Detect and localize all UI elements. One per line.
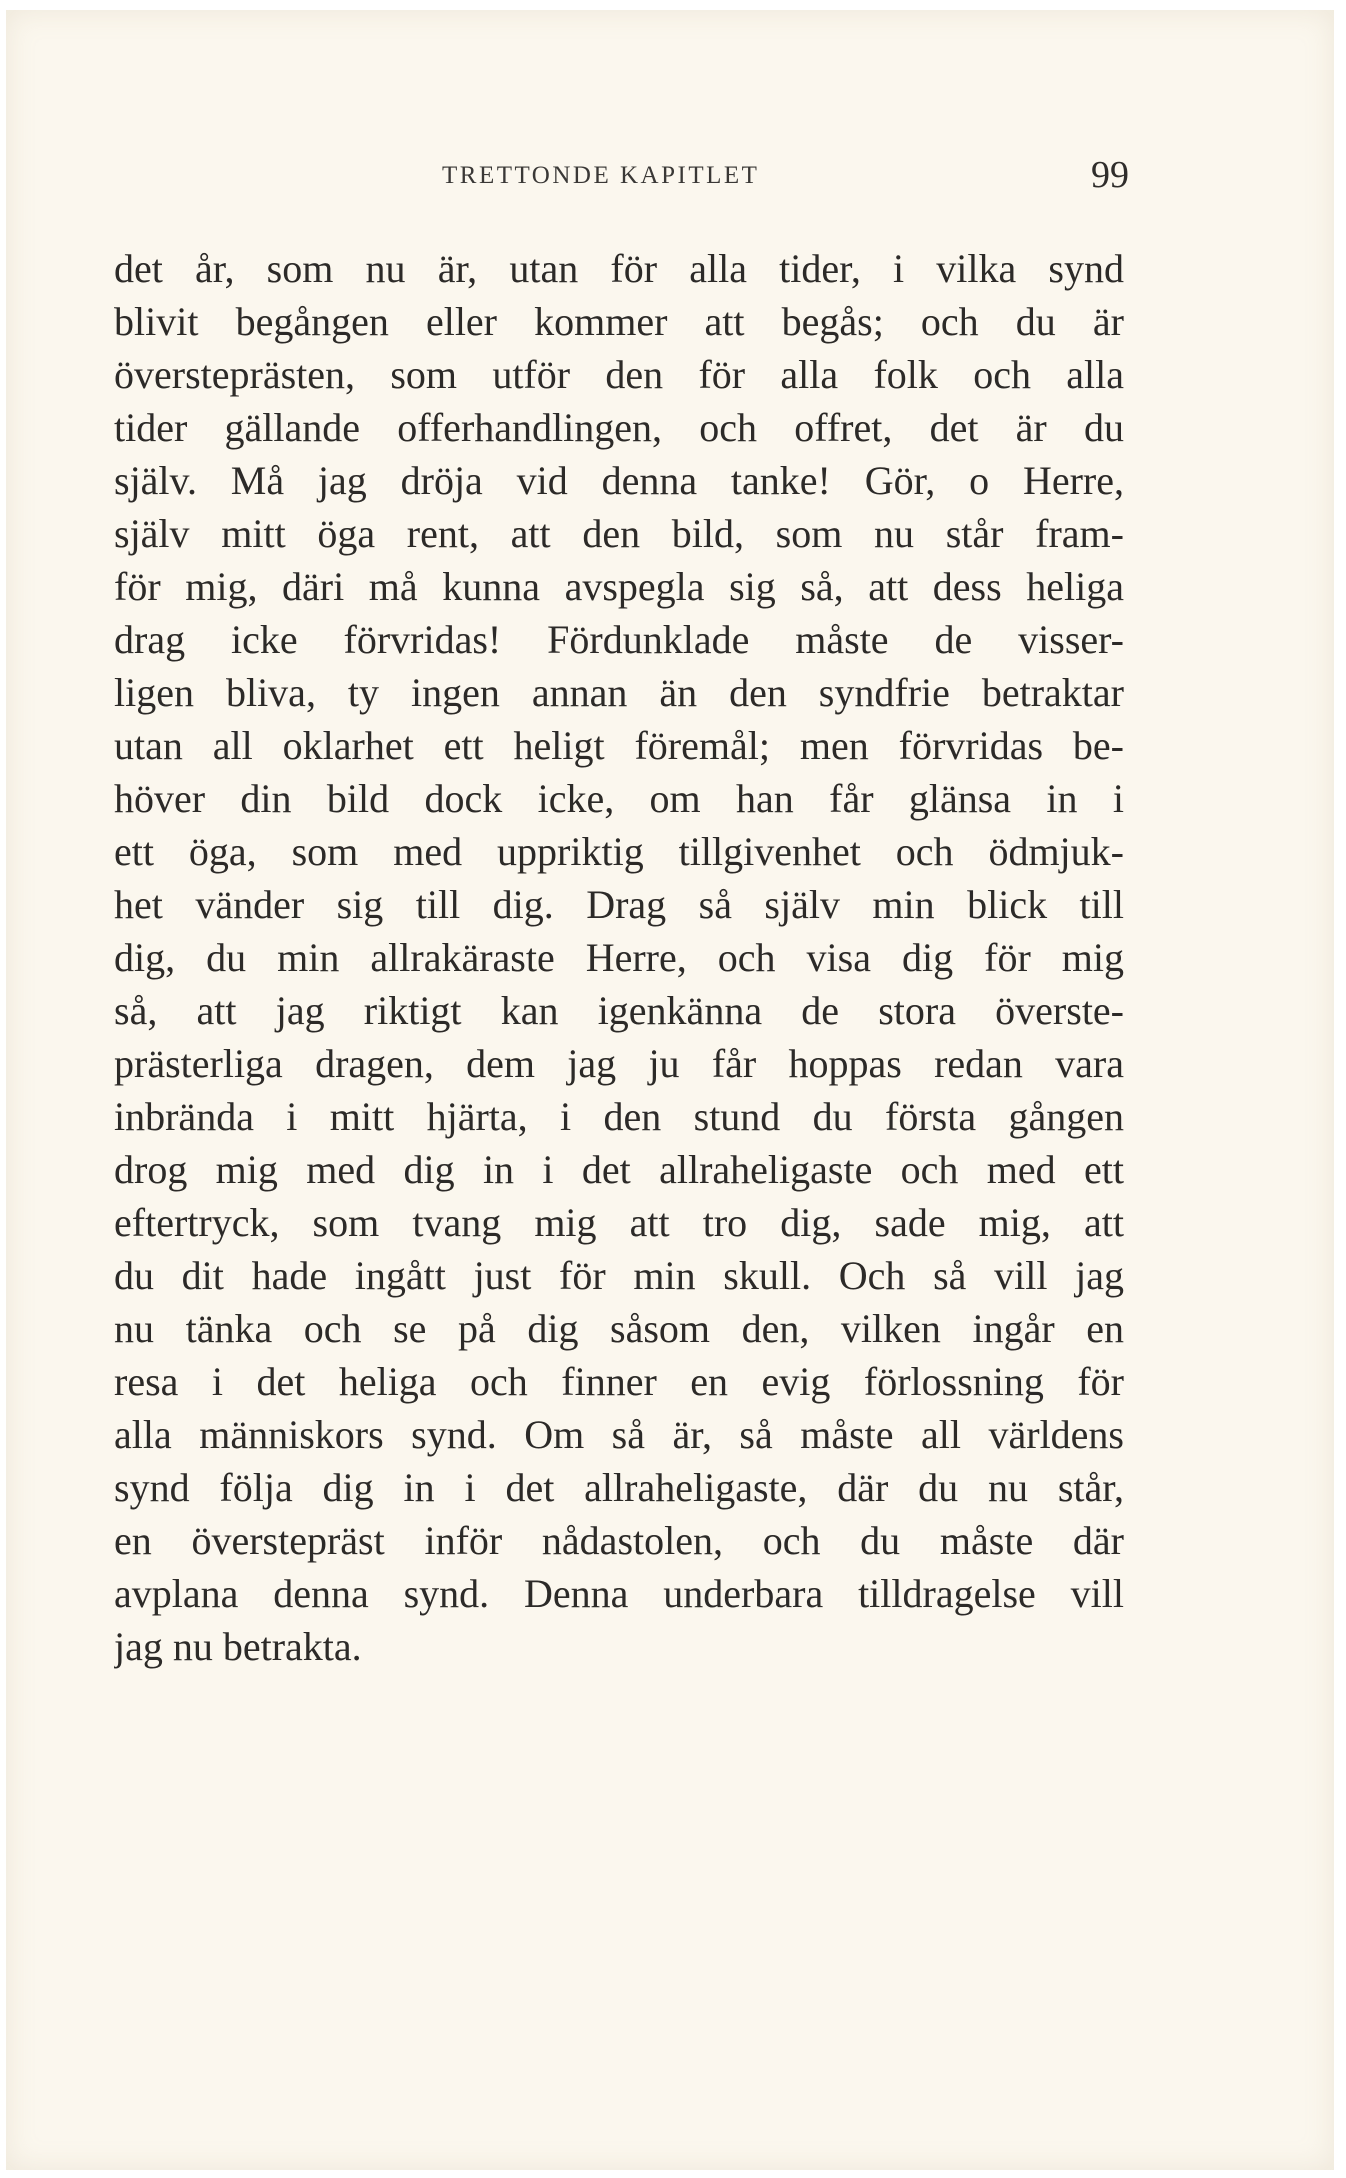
text-line: för mig, däri må kunna avspegla sig så, att dess heliga — [114, 564, 1124, 609]
text-line: översteprästen, som utför den för alla folk och alla — [114, 352, 1124, 397]
text-line: ligen bliva, ty ingen annan än den syndfrie betraktar — [114, 670, 1124, 715]
text-line: själv mitt öga rent, att den bild, som nu står fram- — [114, 511, 1124, 556]
text-line: inbrända i mitt hjärta, i den stund du första gången — [114, 1094, 1124, 1139]
text-line: du dit hade ingått just för min skull. Och så vill jag — [114, 1253, 1124, 1298]
text-line: utan all oklarhet ett heligt föremål; men förvridas be- — [114, 723, 1124, 768]
text-line: tider gällande offerhandlingen, och offret, det är du — [114, 405, 1124, 450]
page-number: 99 — [1091, 154, 1129, 196]
text-line: blivit begången eller kommer att begås; och du är — [114, 299, 1124, 344]
text-line: alla människors synd. Om så är, så måste all världens — [114, 1412, 1124, 1457]
running-head: TRETTONDE KAPITLET — [442, 162, 760, 189]
text-line: het vänder sig till dig. Drag så själv min blick till — [114, 882, 1124, 927]
text-line: nu tänka och se på dig såsom den, vilken ingår en — [114, 1306, 1124, 1351]
text-line: höver din bild dock icke, om han får glänsa in i — [114, 776, 1124, 821]
text-line: drag icke förvridas! Fördunklade måste de visser- — [114, 617, 1124, 662]
text-line: synd följa dig in i det allraheligaste, där du nu står, — [114, 1465, 1124, 1510]
text-line: prästerliga dragen, dem jag ju får hoppas redan vara — [114, 1041, 1124, 1086]
text-line: avplana denna synd. Denna underbara tilldragelse vill — [114, 1571, 1124, 1616]
text-line: så, att jag riktigt kan igenkänna de stora överste- — [114, 988, 1124, 1033]
text-line: resa i det heliga och finner en evig förlossning för — [114, 1359, 1124, 1404]
book-page — [6, 10, 1334, 2170]
text-line: dig, du min allrakäraste Herre, och visa dig för mig — [114, 935, 1124, 980]
text-line: eftertryck, som tvang mig att tro dig, sade mig, att — [114, 1200, 1124, 1245]
text-line-last: jag nu betrakta. — [114, 1624, 362, 1669]
text-line: det år, som nu är, utan för alla tider, i vilka synd — [114, 246, 1124, 291]
text-line: ett öga, som med uppriktig tillgivenhet och ödmjuk- — [114, 829, 1124, 874]
text-line: drog mig med dig in i det allraheligaste och med ett — [114, 1147, 1124, 1192]
body-text — [114, 242, 1124, 1673]
text-line: en överstepräst inför nådastolen, och du måste där — [114, 1518, 1124, 1563]
text-line: själv. Må jag dröja vid denna tanke! Gör, o Herre, — [114, 458, 1124, 503]
